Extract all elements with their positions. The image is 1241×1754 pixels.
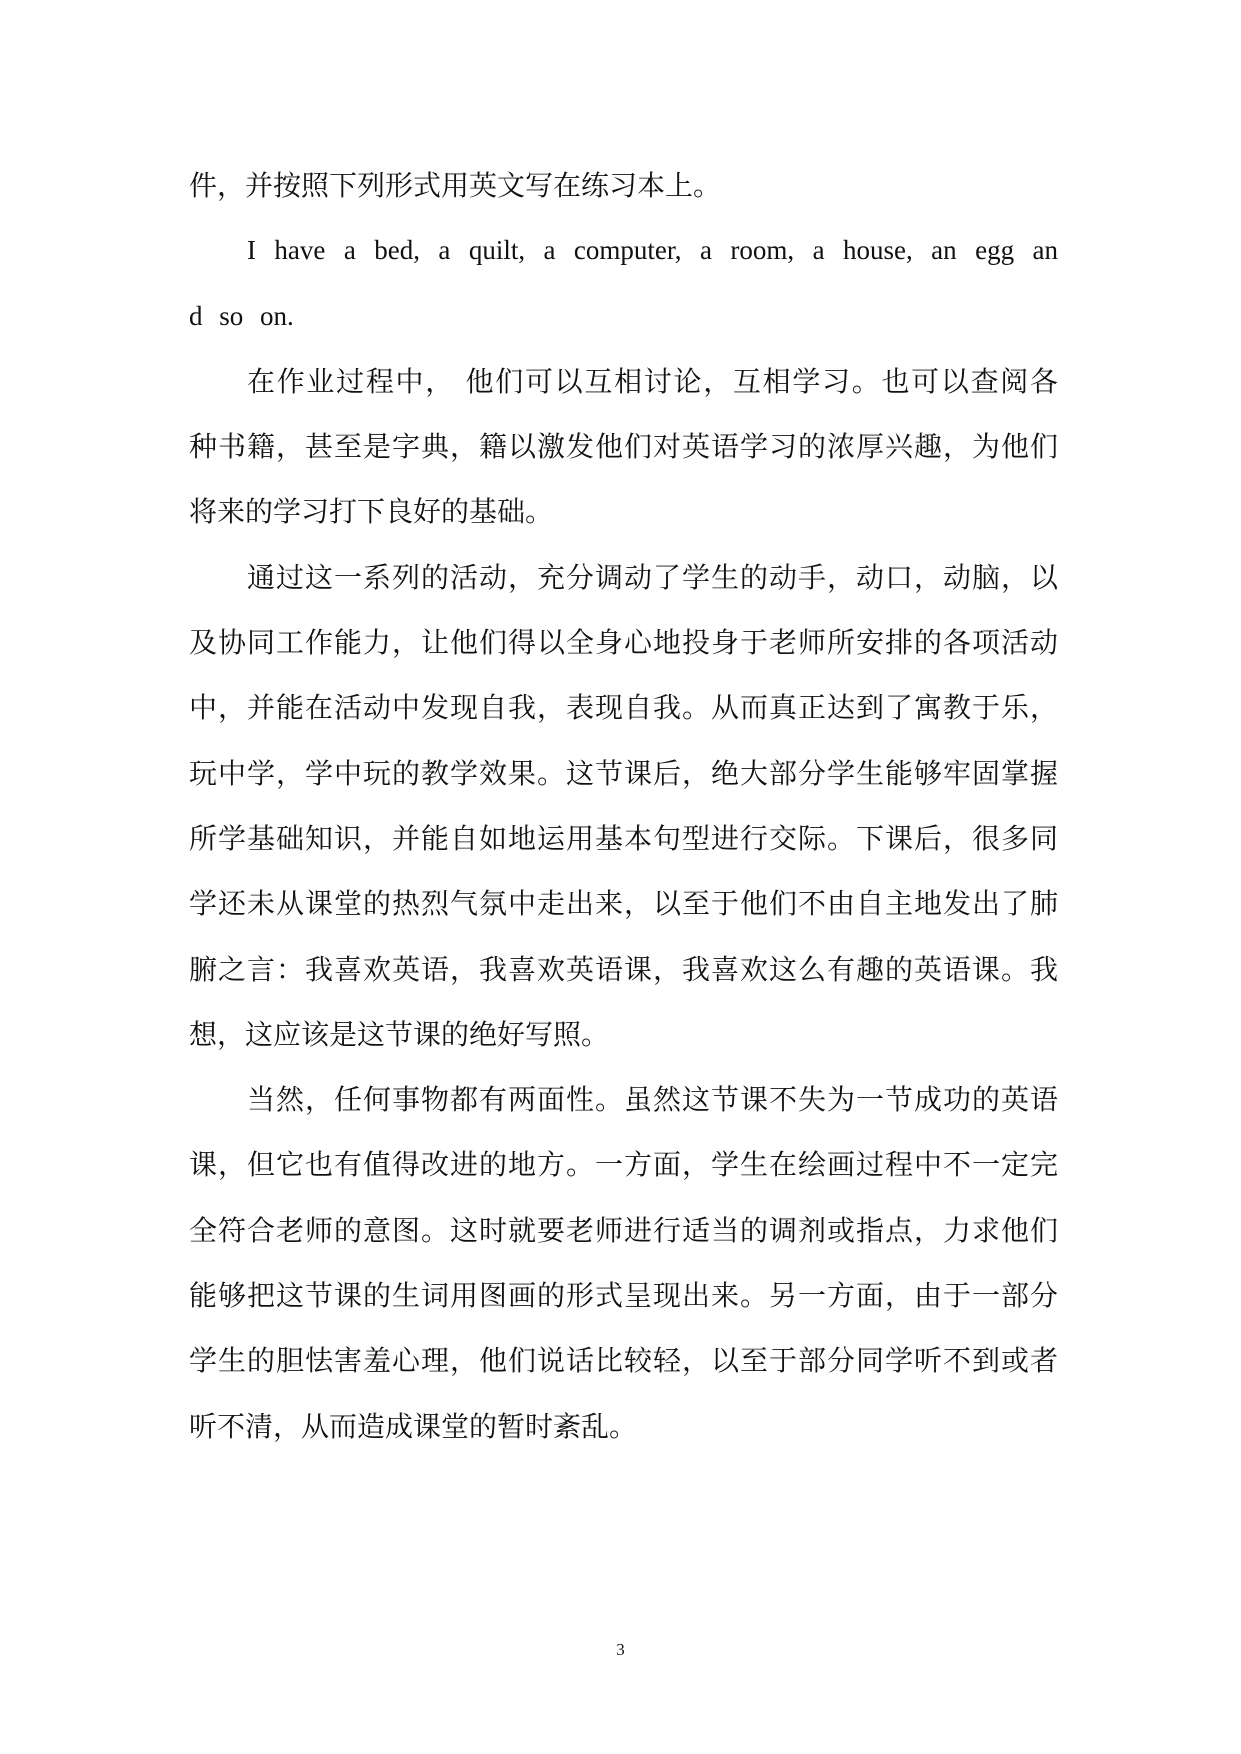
document-body <box>189 153 1058 1459</box>
paragraph-line: 听不清，从而造成课堂的暂时紊乱。 <box>189 1409 638 1443</box>
page-number: 3 <box>616 1640 625 1659</box>
paragraph-line: d so on. <box>189 300 294 331</box>
paragraph-line: 课，但它也有值得改进的地方。一方面，学生在绘画过程中不一定完 <box>189 1148 1058 1182</box>
paragraph <box>189 349 1058 545</box>
paragraph <box>189 545 1058 1067</box>
paragraph-line: 学生的胆怯害羞心理，他们说话比较轻，以至于部分同学听不到或者 <box>189 1344 1058 1378</box>
paragraph-line: 学还未从课堂的热烈气氛中走出来，以至于他们不由自主地发出了肺 <box>189 887 1058 921</box>
paragraph-line: I have a bed, a quilt, a computer, a room, a house, an egg an <box>247 235 1058 266</box>
paragraph-line: 当然，任何事物都有两面性。虽然这节课不失为一节成功的英语 <box>247 1083 1058 1117</box>
paragraph-line: 及协同工作能力，让他们得以全身心地投身于老师所安排的各项活动 <box>189 626 1058 660</box>
paragraph-line: 所学基础知识，并能自如地运用基本句型进行交际。下课后，很多同 <box>189 821 1058 855</box>
paragraph <box>189 153 1058 218</box>
paragraph-line: 中，并能在活动中发现自我，表现自我。从而真正达到了寓教于乐， <box>189 691 1058 725</box>
paragraph-line: 能够把这节课的生词用图画的形式呈现出来。另一方面，由于一部分 <box>189 1279 1058 1313</box>
paragraph-line: 腑之言：我喜欢英语，我喜欢英语课，我喜欢这么有趣的英语课。我 <box>189 952 1058 986</box>
english-example-paragraph <box>189 218 1058 349</box>
paragraph-line: 通过这一系列的活动，充分调动了学生的动手，动口，动脑，以 <box>247 560 1058 594</box>
paragraph-line: 件，并按照下列形式用英文写在练习本上。 <box>189 169 722 202</box>
paragraph-line: 玩中学，学中玩的教学效果。这节课后，绝大部分学生能够牢固掌握 <box>189 756 1058 790</box>
paragraph-line: 将来的学习打下良好的基础。 <box>189 495 554 529</box>
paragraph-line: 种书籍，甚至是字典，籍以激发他们对英语学习的浓厚兴趣，为他们 <box>189 430 1058 464</box>
paragraph-line: 在作业过程中， 他们可以互相讨论，互相学习。也可以查阅各 <box>247 364 1058 398</box>
paragraph-line: 全符合老师的意图。这时就要老师进行适当的调剂或指点，力求他们 <box>189 1213 1058 1247</box>
paragraph <box>189 1067 1058 1459</box>
paragraph-line: 想，这应该是这节课的绝好写照。 <box>189 1017 610 1051</box>
